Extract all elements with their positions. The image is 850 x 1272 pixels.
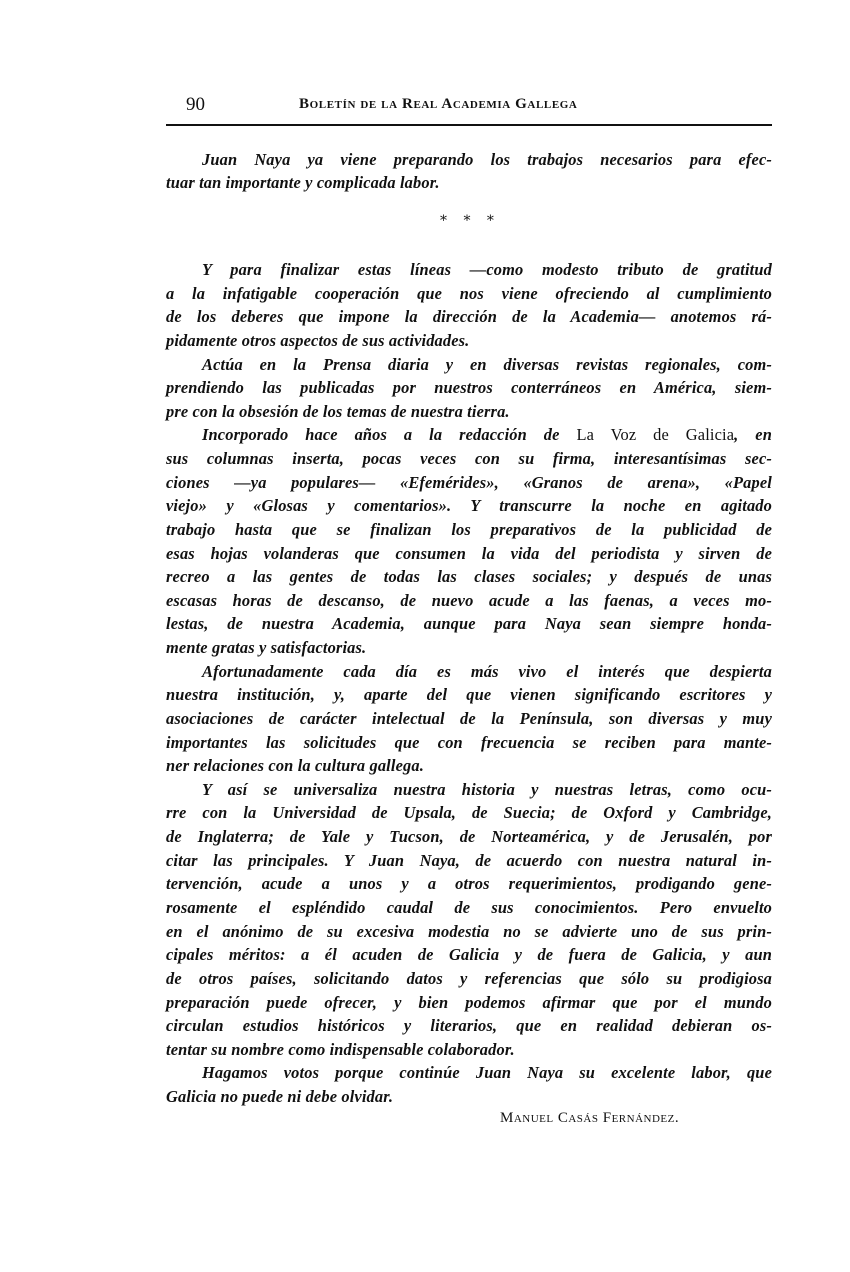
- author-signature: Manuel Casás Fernández.: [500, 1110, 680, 1126]
- text-line: Y así se universaliza nuestra historia y nuestras letras, como ocu-: [202, 779, 772, 799]
- running-header: [166, 92, 772, 120]
- text-line: circulan estudios históricos y literarios, que en realidad debieran os-: [166, 1016, 772, 1036]
- text-line: de los deberes que impone la dirección de la Academia— anotemos rá-: [166, 307, 772, 327]
- text-line: cipales méritos: a él acuden de Galicia y de fuera de Galicia, y aun: [166, 945, 772, 965]
- text-line: prendiendo las publicadas por nuestros conterráneos en América, siem-: [166, 378, 772, 398]
- text-line: ner relaciones con la cultura gallega.: [166, 756, 424, 776]
- text-line: tentar su nombre como indispensable colaborador.: [166, 1039, 515, 1059]
- text-line: asociaciones de carácter intelectual de la Península, son diversas y muy: [166, 708, 772, 728]
- text-line: trabajo hasta que se finalizan los preparativos de la publicidad de: [166, 519, 772, 539]
- text-line: rosamente el espléndido caudal de sus conocimientos. Pero envuelto: [166, 898, 772, 917]
- text-line: Y para finalizar estas líneas —como modesto tributo de gratitud: [202, 260, 772, 279]
- page-number: 90: [186, 94, 205, 115]
- text-line: Actúa en la Prensa diaria y en diversas revistas regionales, com-: [202, 354, 772, 374]
- text-line: Juan Naya ya viene preparando los trabajos necesarios para efec-: [202, 150, 772, 169]
- text-line: Hagamos votos porque continúe Juan Naya su excelente labor, que: [202, 1063, 772, 1083]
- text-line: de Inglaterra; de Yale y Tucson, de Norteamérica, y de Jerusalén, por: [166, 827, 772, 847]
- text-line: pidamente otros aspectos de sus actividades.: [166, 330, 470, 350]
- text-line: Afortunadamente cada día es más vivo el interés que despierta: [202, 661, 772, 681]
- text-line: mente gratas y satisfactorias.: [166, 638, 367, 658]
- newspaper-title: La Voz de Galicia: [576, 425, 735, 445]
- text-line: [166, 425, 772, 445]
- text-line: nuestra institución, y, aparte del que vienen significando escritores y: [166, 685, 772, 705]
- text-line: a la infatigable cooperación que nos viene ofreciendo al cumplimiento: [166, 283, 772, 303]
- text-segment: , en: [734, 425, 772, 445]
- text-line: sus columnas inserta, pocas veces con su firma, interesantísimas sec-: [166, 449, 772, 469]
- text-line: rre con la Universidad de Upsala, de Suecia; de Oxford y Cambridge,: [166, 803, 772, 823]
- text-line: preparación puede ofrecer, y bien podemos afirmar que por el mundo: [166, 992, 772, 1012]
- text-segment: Incorporado hace años a la redacción de: [202, 425, 577, 445]
- text-line: ciones —ya populares— «Efemérides», «Granos de arena», «Papel: [166, 472, 772, 492]
- text-line: en el anónimo de su excesiva modestia no se advierte uno de sus prin-: [166, 921, 772, 941]
- text-line: citar las principales. Y Juan Naya, de acuerdo con nuestra natural in-: [166, 850, 772, 870]
- text-line: esas hojas volanderas que consumen la vida del periodista y sirven de: [166, 543, 772, 563]
- text-line: tervención, acude a unos y a otros requerimientos, prodigando gene-: [166, 874, 772, 894]
- text-line: de otros países, solicitando datos y referencias que sólo su prodigiosa: [166, 968, 772, 988]
- section-separator: * * *: [440, 213, 500, 229]
- text-line: tuar tan importante y complicada labor.: [166, 173, 440, 193]
- text-line: importantes las solicitudes que con frecuencia se reciben para mante-: [166, 732, 772, 752]
- header-rule: [166, 124, 772, 126]
- text-line: escasas horas de descanso, de nuevo acude a las faenas, a veces mo-: [166, 590, 772, 610]
- text-line: recreo a las gentes de todas las clases sociales; y después de unas: [166, 567, 772, 587]
- text-line: pre con la obsesión de los temas de nuestra tierra.: [166, 401, 510, 421]
- text-line: viejo» y «Glosas y comentarios». Y transcurre la noche en agitado: [166, 496, 772, 516]
- running-title: Boletín de la Real Academia Gallega: [299, 96, 578, 112]
- text-line: Galicia no puede ni debe olvidar.: [166, 1087, 394, 1107]
- text-line: lestas, de nuestra Academia, aunque para Naya sean siempre honda-: [166, 614, 772, 634]
